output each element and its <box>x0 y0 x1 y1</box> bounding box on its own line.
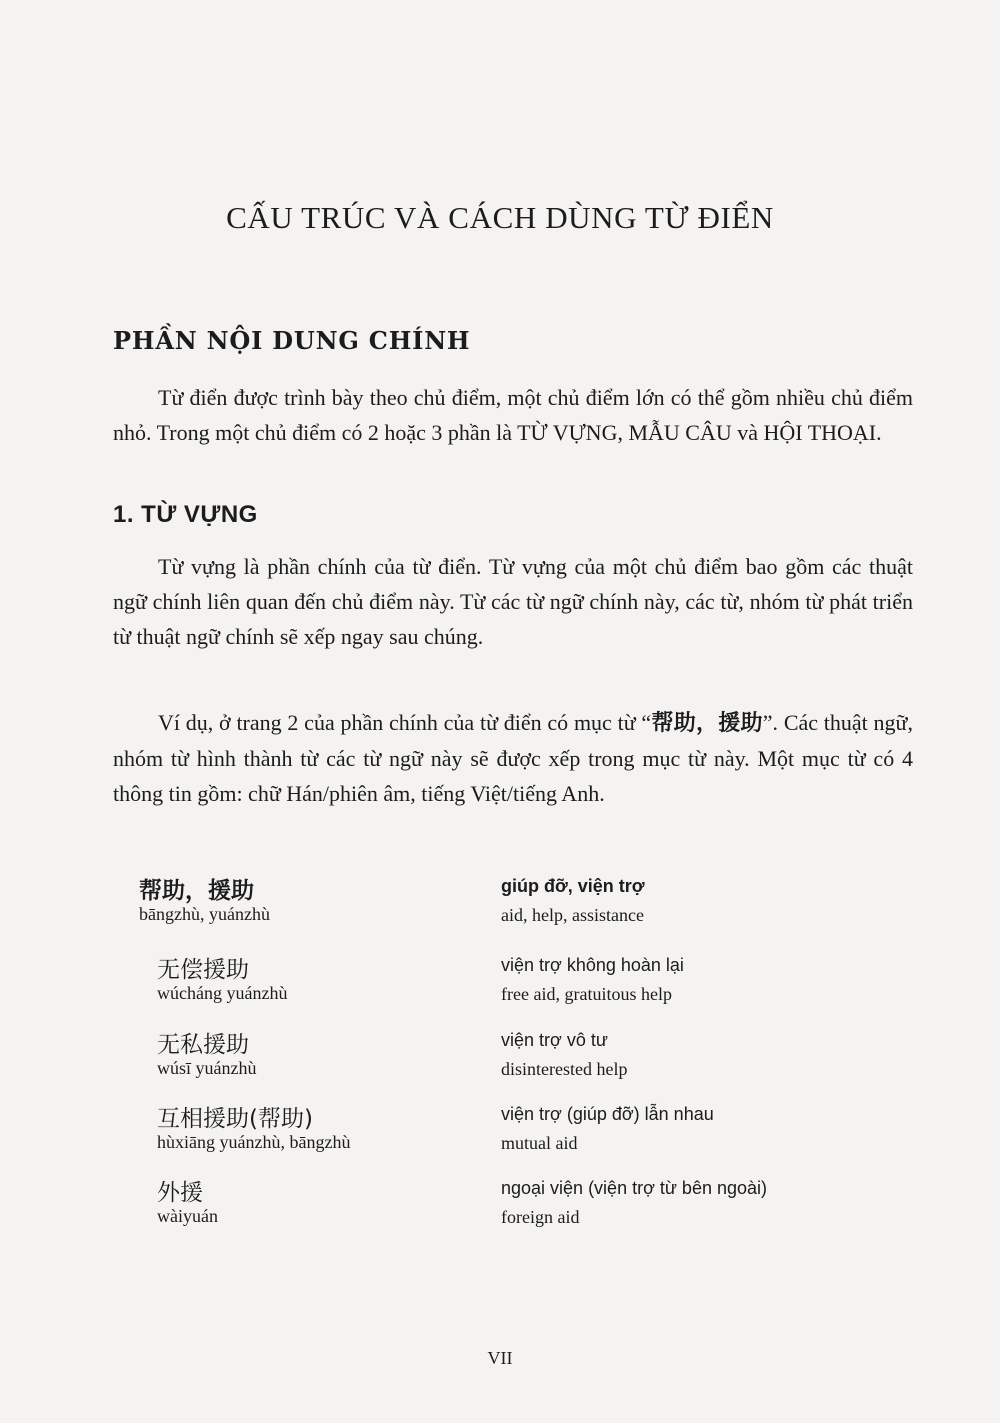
entry-english: disinterested help <box>501 1059 628 1079</box>
entry-pinyin: wúcháng yuánzhù <box>157 983 288 1003</box>
entry-hanzi: 互相援助(帮助) <box>157 1106 313 1132</box>
intro-paragraph <box>113 380 913 450</box>
entry-pinyin: bāngzhù, yuánzhù <box>139 904 270 924</box>
entry-english: foreign aid <box>501 1207 580 1227</box>
vocab-para1-text: Từ vựng là phần chính của từ điển. Từ vựng của một chủ điểm bao gồm các thuật ngữ chính liên quan đến chủ điểm này. Từ các từ ngữ chính này, các từ, nhóm từ phát triển từ thuật ngữ chính sẽ xếp ngay sau chúng. <box>113 554 913 649</box>
entry-pinyin: wúsī yuánzhù <box>157 1058 257 1078</box>
entry-hanzi: 帮助，援助 <box>139 878 254 904</box>
entry-hanzi: 外援 <box>157 1180 203 1206</box>
vocab-para2-term: 帮助，援助 <box>651 711 763 736</box>
entry-hanzi: 无偿援助 <box>157 957 249 983</box>
entry-pinyin: hùxiāng yuánzhù, bāngzhù <box>157 1132 351 1152</box>
page-number: VII <box>487 1348 513 1368</box>
vocab-paragraph-1 <box>113 549 913 654</box>
entry-pinyin: wàiyuán <box>157 1206 218 1226</box>
intro-text: Từ điển được trình bày theo chủ điểm, một chủ điểm lớn có thể gồm nhiều chủ điểm nhỏ. Trong một chủ điểm có 2 hoặc 3 phần là TỪ VỰNG, MẪU CÂU và HỘI THOẠI. <box>113 385 913 445</box>
entry-vietnamese: ngoại viện (viện trợ từ bên ngoài) <box>501 1178 768 1198</box>
entry-hanzi: 无私援助 <box>157 1032 249 1058</box>
entry-vietnamese: viện trợ (giúp đỡ) lẫn nhau <box>501 1104 714 1124</box>
entry-vietnamese: viện trợ không hoàn lại <box>501 955 684 975</box>
page-title: CẤU TRÚC VÀ CÁCH DÙNG TỪ ĐIỂN <box>226 200 774 235</box>
entry-english: mutual aid <box>501 1133 578 1153</box>
entry-vietnamese: giúp đỡ, viện trợ <box>501 876 645 896</box>
vocab-para2-after: ”. Các thuật ngữ, nhóm từ hình thành từ các từ ngữ này sẽ được xếp trong mục từ này. Một mục từ có 4 thông tin gồm: chữ Hán/phiên âm, tiếng Việt/tiếng Anh. <box>113 710 913 806</box>
entry-english: free aid, gratuitous help <box>501 984 672 1004</box>
section-heading: PHẦN NỘI DUNG CHÍNH <box>113 326 471 355</box>
vocab-heading: 1. TỪ VỰNG <box>113 501 258 528</box>
vocab-paragraph-2 <box>113 705 913 811</box>
entry-vietnamese: viện trợ vô tư <box>501 1030 608 1050</box>
vocab-para2-before: Ví dụ, ở trang 2 của phần chính của từ điển có mục từ “ <box>158 710 652 735</box>
entry-english: aid, help, assistance <box>501 905 644 925</box>
